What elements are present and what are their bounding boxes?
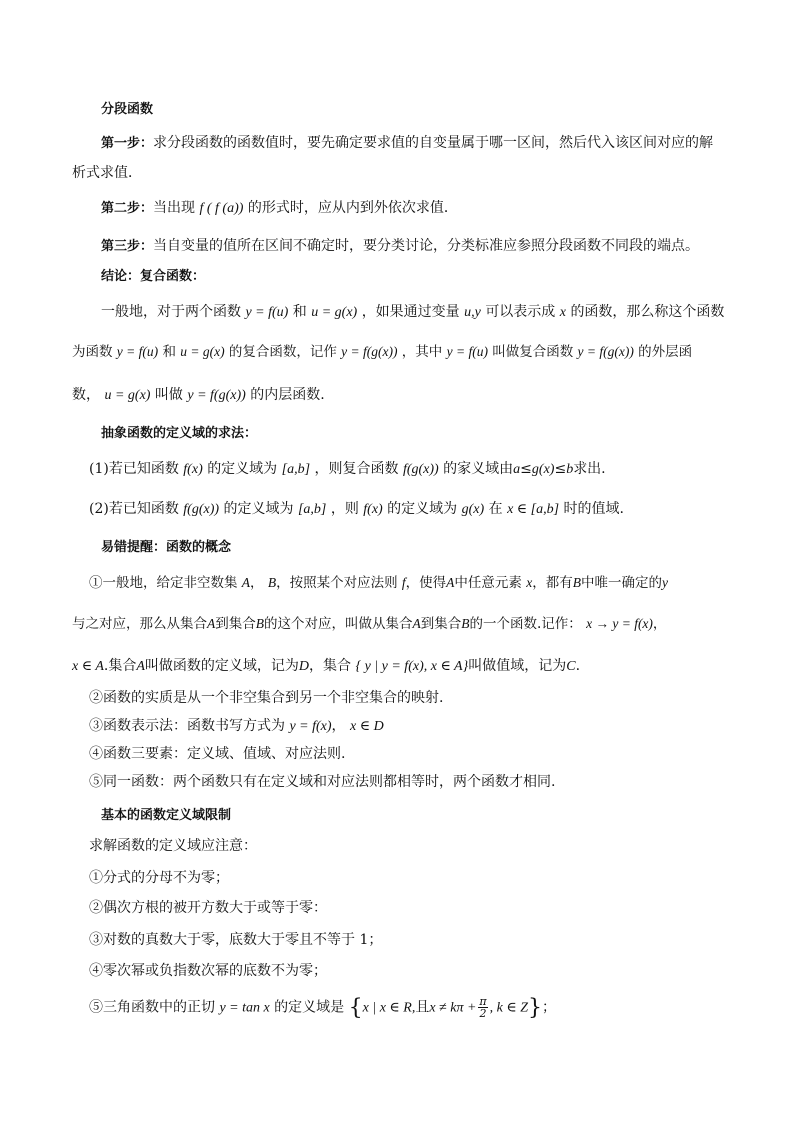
concept-line6: ④函数三要素：定义域、值域、对应法则. xyxy=(89,746,346,762)
formula: x xyxy=(559,305,566,320)
text: 的复合函数，记作 xyxy=(228,344,337,360)
text: 在 xyxy=(488,501,503,517)
formula: B xyxy=(461,616,470,631)
step1-line xyxy=(101,133,761,154)
text: . xyxy=(575,658,581,674)
text: 的定义域为 xyxy=(223,501,294,517)
formula: [a,b] xyxy=(297,502,327,517)
formula: A xyxy=(136,659,145,674)
formula: [a,b] xyxy=(281,462,311,477)
formula: u,y xyxy=(464,305,481,320)
formula: A xyxy=(207,616,216,631)
left-brace: { xyxy=(348,995,363,1021)
formula: x ∈ A xyxy=(72,659,104,674)
formula: x ∈ D xyxy=(350,719,384,734)
text: ，集合 xyxy=(309,658,352,674)
text: 的一个函数.记作： xyxy=(469,616,582,632)
formula: y = f(u) xyxy=(446,344,488,359)
section-heading-abstract-domain: 抽象函数的定义域的求法： xyxy=(101,426,258,441)
formula: y = f(u) xyxy=(245,305,289,320)
text: 叫做 xyxy=(154,387,183,403)
text: ， xyxy=(250,575,264,591)
step2-label: 第二步： xyxy=(101,201,154,216)
concept-line1 xyxy=(89,573,749,593)
formula: f xyxy=(401,575,406,590)
formula: y = f(x) xyxy=(289,719,332,734)
step3-line xyxy=(101,236,761,257)
text: 中唯一确定的 xyxy=(580,575,662,591)
text: 与之对应，那么从集合 xyxy=(72,616,207,632)
step1-continuation: 析式求值． xyxy=(72,165,142,181)
text: 为函数 xyxy=(72,344,113,360)
restrictions-intro: 求解函数的定义域应注意： xyxy=(89,838,257,854)
concept-line4: ②函数的实质是从一个非空集合到另一个非空集合的映射. xyxy=(89,690,444,706)
text: 和 xyxy=(162,344,176,360)
restriction-4: ④零次幂或负指数次幂的底数不为零； xyxy=(89,963,327,979)
text: ①一般地，给定非空数集 xyxy=(89,575,238,591)
step2-formula: f ( f (a)) xyxy=(199,201,244,216)
text: 叫做复合函数 xyxy=(492,344,574,360)
fraction-denominator: 2 xyxy=(479,1007,487,1020)
text: ，使得 xyxy=(405,575,447,591)
formula: u = g(x) xyxy=(104,388,151,403)
text: ⑤三角函数中的正切 xyxy=(89,999,215,1016)
text: 的函数，那么称这个函数 xyxy=(570,304,725,320)
text: 的定义域为 xyxy=(207,461,278,477)
formula: D xyxy=(298,659,310,674)
fraction-numerator: π xyxy=(479,995,487,1008)
formula: u = g(x) xyxy=(311,305,358,320)
text: 到集合 xyxy=(215,616,256,632)
text: ，其中 xyxy=(401,344,443,360)
formula: , k ∈ Z xyxy=(489,1000,529,1016)
formula: B xyxy=(267,575,277,590)
concept-line5 xyxy=(89,716,749,737)
text: .集合 xyxy=(103,658,137,674)
restriction-1: ①分式的分母不为零； xyxy=(89,870,229,886)
abstract-item-1 xyxy=(89,459,749,480)
formula: b xyxy=(566,462,574,477)
formula: A xyxy=(241,575,251,590)
restriction-2: ②偶次方根的被开方数大于或等于零： xyxy=(89,900,327,916)
text: 时的值域. xyxy=(563,501,624,517)
text: 的外层函 xyxy=(638,344,693,360)
right-brace: } xyxy=(528,995,543,1021)
formula: x → y = f(x) xyxy=(586,616,653,631)
section-heading-piecewise: 分段函数 xyxy=(101,102,154,117)
composite-para-line3 xyxy=(72,385,732,406)
formula: x ∈ [a,b] xyxy=(507,502,560,517)
concept-line7: ⑤同一函数：两个函数只有在定义域和对应法则都相等时，两个函数才相同. xyxy=(89,774,556,790)
formula: x ≠ kπ + xyxy=(429,1000,477,1016)
formula: A xyxy=(446,575,455,590)
formula: y xyxy=(661,575,668,590)
formula: y = f(g(x)) xyxy=(341,344,398,359)
text: ，则 xyxy=(330,501,359,517)
formula: B xyxy=(572,575,581,590)
text: 可以表示成 xyxy=(485,304,556,320)
formula: B xyxy=(255,616,264,631)
text: 求出. xyxy=(573,461,606,477)
step3-text: 当自变量的值所在区间不确定时，要分类讨论，分类标准应参照分段函数不同段的端点。 xyxy=(153,238,700,254)
text: ③函数表示法：函数书写方式为 xyxy=(89,718,285,734)
formula: C xyxy=(566,659,576,674)
concept-line2 xyxy=(72,614,732,634)
section-heading-domain-restrictions: 基本的函数定义域限制 xyxy=(101,808,232,823)
text: 数， xyxy=(72,387,100,403)
step2-text-a: 当出现 xyxy=(153,200,196,216)
formula: a xyxy=(513,462,521,477)
text: 叫做函数的定义域，记为 xyxy=(144,658,299,674)
restriction-3: ③对数的真数大于零，底数大于零且不等于 1； xyxy=(89,932,383,948)
text: 到集合 xyxy=(420,616,462,632)
formula: x xyxy=(526,575,533,590)
formula: y = f(g(x)) xyxy=(577,344,634,359)
formula: f(g(x)) xyxy=(402,462,439,477)
formula: y = tan x xyxy=(219,1000,270,1016)
formula: f(x) xyxy=(183,462,203,477)
step3-label: 第三步： xyxy=(101,239,154,254)
text: ，如果通过变量 xyxy=(361,304,460,320)
text: 的定义域为 xyxy=(387,501,458,517)
formula: u = g(x) xyxy=(180,344,225,359)
step2-text-b: 的形式时，应从内到外依次求值． xyxy=(247,200,458,216)
text: 叫做值域，记为 xyxy=(468,658,567,674)
section-heading-function-concept: 易错提醒：函数的概念 xyxy=(101,540,232,555)
text: 且 xyxy=(415,999,430,1016)
composite-para-line2 xyxy=(72,342,732,362)
formula: f(x) xyxy=(363,502,383,517)
formula: g(x) xyxy=(531,462,555,477)
text: ，按照某个对应法则 xyxy=(276,575,398,591)
formula: y = f(u) xyxy=(116,344,159,359)
text: 的家义域由 xyxy=(443,461,514,477)
text: 的定义域是 xyxy=(274,999,345,1016)
formula: f(g(x)) xyxy=(183,502,220,517)
text: 和 xyxy=(292,304,307,320)
formula: g(x) xyxy=(461,502,485,517)
abstract-item-2 xyxy=(89,499,749,520)
restriction-5 xyxy=(89,996,749,1019)
text: 一般地，对于两个函数 xyxy=(101,304,241,320)
step2-line xyxy=(101,198,761,219)
pi-over-two-fraction xyxy=(478,996,487,1019)
formula: A xyxy=(412,616,421,631)
text: 的内层函数. xyxy=(250,387,325,403)
section-heading-composite: 结论：复合函数： xyxy=(101,269,206,284)
composite-para-line1 xyxy=(101,302,761,323)
concept-line3 xyxy=(72,656,732,677)
text: ， xyxy=(652,616,667,632)
text: ， xyxy=(331,718,346,734)
text: (1)若已知函数 xyxy=(89,461,179,477)
step1-label: 第一步： xyxy=(101,136,154,151)
text: ，都有 xyxy=(532,575,573,591)
step1-text: 求分段函数的函数值时，要先确定要求值的自变量属于哪一区间，然后代入该区间对应的解 xyxy=(153,135,714,151)
text: (2)若已知函数 xyxy=(89,501,179,517)
text: ≤ xyxy=(520,461,532,477)
formula: x | x ∈ R, xyxy=(362,1000,416,1016)
text: 中任意元素 xyxy=(454,575,522,591)
text: 的这个对应，叫做从集合 xyxy=(264,616,413,632)
text: ≤ xyxy=(554,461,567,477)
text: ； xyxy=(542,999,557,1016)
formula: y = f(g(x)) xyxy=(187,388,246,403)
text: ，则复合函数 xyxy=(314,461,399,477)
formula: { y | y = f(x), x ∈ A} xyxy=(355,659,469,674)
